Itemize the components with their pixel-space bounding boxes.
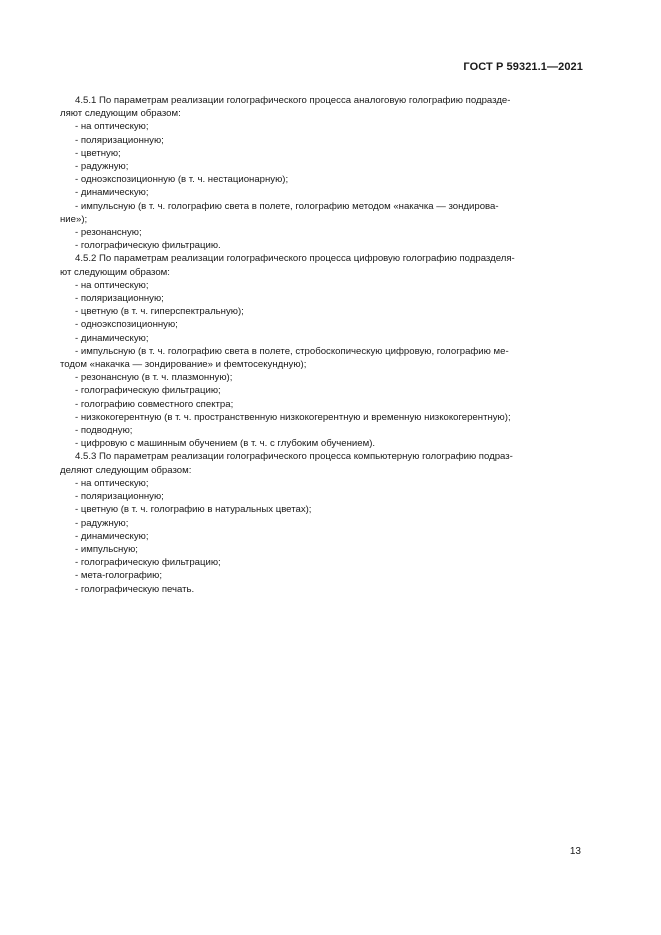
list-item: - подводную; — [75, 425, 133, 437]
list-item: - цветную (в т. ч. гиперспектральную); — [75, 306, 244, 318]
list-item: - голографическую печать. — [75, 583, 195, 595]
list-item: - на оптическую; — [75, 279, 149, 291]
list-item: - поляризационную; — [75, 491, 164, 503]
list-item: - динамическую; — [75, 530, 149, 542]
section-4-5-3 — [60, 450, 582, 595]
standard-code-header: ГОСТ Р 59321.1—2021 — [463, 61, 583, 73]
list-item: - голографическую фильтрацию; — [75, 385, 221, 397]
page-number: 13 — [569, 846, 581, 857]
section-intro-line: ляют следующим образом: — [60, 108, 181, 120]
list-item: - резонансную (в т. ч. плазмонную); — [75, 372, 233, 384]
list-item: - цифровую с машинным обучением (в т. ч. с глубоким обучением). — [75, 438, 376, 450]
section-4-5-2 — [60, 252, 582, 450]
section-intro-line: ют следующим образом: — [60, 266, 170, 278]
document-body — [60, 94, 582, 596]
list-item: - импульсную (в т. ч. голографию света в полете, стробоскопическую цифровую, голографию ме- — [75, 345, 509, 357]
list-item: - цветную (в т. ч. голографию в натуральных цветах); — [75, 504, 312, 516]
list-item: - радужную; — [75, 517, 129, 529]
list-item: - поляризационную; — [75, 293, 164, 305]
list-item: - импульсную; — [75, 543, 138, 555]
list-item: - низкокогерентную (в т. ч. пространственную низкокогерентную и временную низкокогерентную); — [75, 411, 511, 423]
list-item: - резонансную; — [75, 227, 142, 239]
section-intro-line: деляют следующим образом: — [60, 464, 192, 476]
list-item: - на оптическую; — [75, 477, 149, 489]
list-item: - голографическую фильтрацию; — [75, 557, 221, 569]
list-item: - на оптическую; — [75, 121, 149, 133]
list-item: - голографическую фильтрацию. — [75, 240, 221, 252]
list-item: - одноэкспозиционную (в т. ч. нестационарную); — [75, 174, 289, 186]
section-intro-line: 4.5.2 По параметрам реализации голографического процесса цифровую голографию подразделя- — [75, 253, 515, 265]
list-item: - мета-голографию; — [75, 570, 163, 582]
list-item-continuation: ние»); — [60, 213, 88, 225]
section-intro-line: 4.5.3 По параметрам реализации голографического процесса компьютерную голографию подраз- — [75, 451, 513, 463]
list-item: - импульсную (в т. ч. голографию света в полете, голографию методом «накачка — зондирова- — [75, 200, 499, 212]
section-4-5-1 — [60, 94, 582, 252]
list-item: - поляризационную; — [75, 134, 164, 146]
list-item: - радужную; — [75, 161, 129, 173]
list-item: - динамическую; — [75, 332, 149, 344]
list-item: - одноэкспозиционную; — [75, 319, 178, 331]
list-item-continuation: тодом «накачка — зондирование» и фемтосекундную); — [60, 359, 307, 371]
list-item: - динамическую; — [75, 187, 149, 199]
list-item: - цветную; — [75, 147, 121, 159]
list-item: - голографию совместного спектра; — [75, 398, 234, 410]
section-intro-line: 4.5.1 По параметрам реализации голографического процесса аналоговую голографию подразде- — [75, 95, 511, 106]
